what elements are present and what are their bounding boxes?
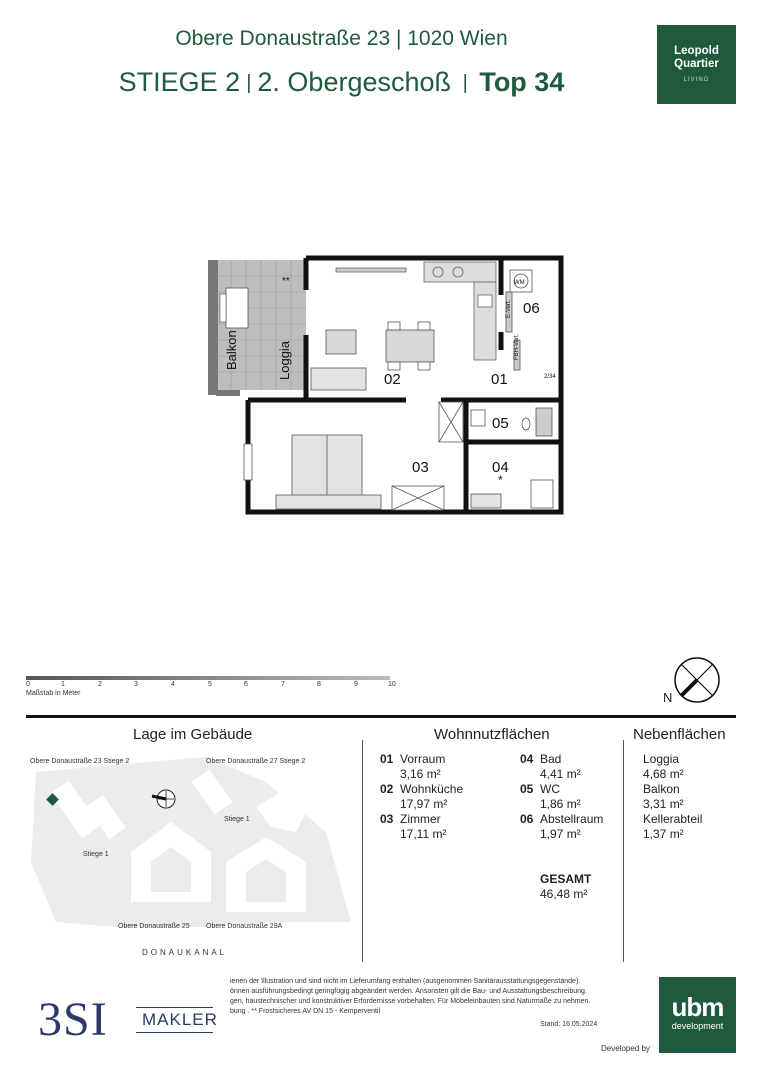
fbh-vert-label: FBH-Vert. [514,333,520,360]
total-area [540,872,591,902]
section-rule [26,715,736,718]
unit-title [0,67,683,98]
ancillary-area: 4,68 m² [643,767,684,781]
scale-tick: 7 [281,681,285,688]
scale-caption: Maßstab in Meter [26,690,81,697]
title-separator: | [246,72,252,94]
north-arrow-icon [672,655,722,705]
ancillary-list [643,752,702,842]
room-02-label: 02 [384,371,401,388]
disclaimer-line: ienen der Illustration und sind nicht im Lieferumfang enthalten (ausgenommen Sanitärausstattungsgegenstände). [230,978,581,985]
room-entry [380,752,510,782]
room-number: 03 [380,812,394,826]
leopold-quartier-logo [657,25,736,104]
room-number: 04 [520,752,534,766]
column-divider [623,740,624,962]
scale-bar-graphic [26,676,390,680]
room-number: 05 [520,782,534,796]
developer-logo [659,977,736,1053]
ancillary-area: 3,31 m² [643,797,684,811]
scale-tick: 2 [98,681,102,688]
door-tag-label: 2/34 [544,374,556,380]
bedroom-furniture [276,402,463,510]
scale-tick: 0 [26,681,30,688]
agent-logo-mark: 3SI [38,993,108,1046]
room-06-label: 06 [523,300,540,317]
room-entry [380,812,510,842]
room-area: 3,16 m² [400,767,441,781]
map-label: Obere Donaustraße 25 [118,923,190,930]
north-label: N [663,690,673,705]
balkon-label: Balkon [224,330,239,370]
developer-logo-sub: development [671,1021,724,1031]
e-vert-label: E-Vert. [506,299,512,318]
map-label: Stiege 1 [224,816,250,823]
ancillary-name: Kellerabteil [643,812,703,826]
scale-tick: 8 [317,681,321,688]
disclaimer-line: önnen ausführungsbedingt geringfügig abgeändert werden. Ansonsten gilt die Bau- und Ausstattungsbeschreibung. [230,988,587,995]
scale-tick: 5 [208,681,212,688]
site-plan-graphic [26,752,356,942]
loggia-label: Loggia [277,340,292,380]
disclaimer-text [230,977,600,1028]
living-area-heading: Wohnnutzflächen [434,726,550,743]
scale-tick: 1 [61,681,65,688]
agent-logo-word: MAKLER [136,1007,213,1033]
room-area: 17,97 m² [400,797,448,811]
developer-logo-mark: ubm [671,992,724,1022]
location-map [26,752,356,962]
stair-label: STIEGE 2 [118,67,241,97]
project-address: Obere Donaustraße 23 | 1020 Wien [175,27,508,50]
developed-by-label: Developed by [601,1044,650,1053]
room-name: Vorraum [400,752,446,766]
logo-line-2: Quartier [674,58,719,70]
room-number: 02 [380,782,394,796]
floor-plan [196,250,576,530]
canal-label: DONAUKANAL [142,948,228,957]
map-label: Obere Donaustraße 23 Stiege 2 [30,758,130,765]
living-furniture [311,322,434,390]
bath-fixtures [471,408,553,508]
floor-label: 2. Obergeschoß [257,67,452,97]
asterisk-marker: * [498,473,503,487]
map-label: Obere Donaustraße 29A [206,923,283,930]
ancillary-area-heading: Nebenflächen [633,726,726,743]
logo-line-1: Leopold [674,45,719,57]
stand-date: Stand: 16.05.2024 [540,1021,598,1028]
scale-tick: 9 [354,681,358,688]
washing-machine-label: WM [514,280,525,286]
scale-tick: 10 [388,681,396,688]
room-01-label: 01 [491,371,508,388]
room-name: Zimmer [400,812,441,826]
room-entry [520,782,620,812]
logo-line-3: LIVING [683,77,710,83]
room-area: 4,41 m² [540,767,581,781]
bedroom-window [244,444,252,480]
scale-ticks [26,681,396,691]
ancillary-name: Balkon [643,782,680,796]
ancillary-area: 1,37 m² [643,827,684,841]
room-number: 06 [520,812,534,826]
room-name: WC [540,782,560,796]
column-divider [362,740,363,962]
room-name: Abstellraum [540,812,604,826]
ancillary-name: Loggia [643,752,680,766]
map-label: Obere Donaustraße 27 Stiege 2 [206,758,306,765]
room-03-label: 03 [412,459,429,476]
disclaimer-line: bung . ** Frostsicheres AV DN 15 - Kemperventil [230,1008,381,1015]
room-entry [520,752,620,782]
scale-tick: 6 [244,681,248,688]
room-name: Wohnküche [400,782,464,796]
unit-number: Top 34 [479,67,565,97]
disclaimer-line: gen, haustechnischer und konstruktiver Erfordernisse vorbehalten. Für Möbeleinbauten sind Naturmaße zu nehmen. [230,998,591,1005]
scale-tick: 3 [134,681,138,688]
room-entry [520,812,620,842]
room-04-label: 04 [492,459,509,476]
double-asterisk-marker: ** [282,276,290,287]
room-entry [380,782,510,812]
agent-logo [38,992,218,1048]
room-list-col-2 [520,752,620,842]
room-05-label: 05 [492,415,509,432]
room-area: 17,11 m² [400,827,447,841]
room-area: 1,97 m² [540,827,581,841]
location-heading: Lage im Gebäude [133,726,253,743]
total-value: 46,48 m² [540,887,588,901]
room-area: 1,86 m² [540,797,581,811]
room-list-col-1 [380,752,510,842]
room-name: Bad [540,752,562,766]
scale-tick: 4 [171,681,175,688]
room-number: 01 [380,752,394,766]
map-label: Stiege 1 [83,851,109,858]
total-label: GESAMT [540,872,592,886]
title-separator: | [457,72,474,94]
